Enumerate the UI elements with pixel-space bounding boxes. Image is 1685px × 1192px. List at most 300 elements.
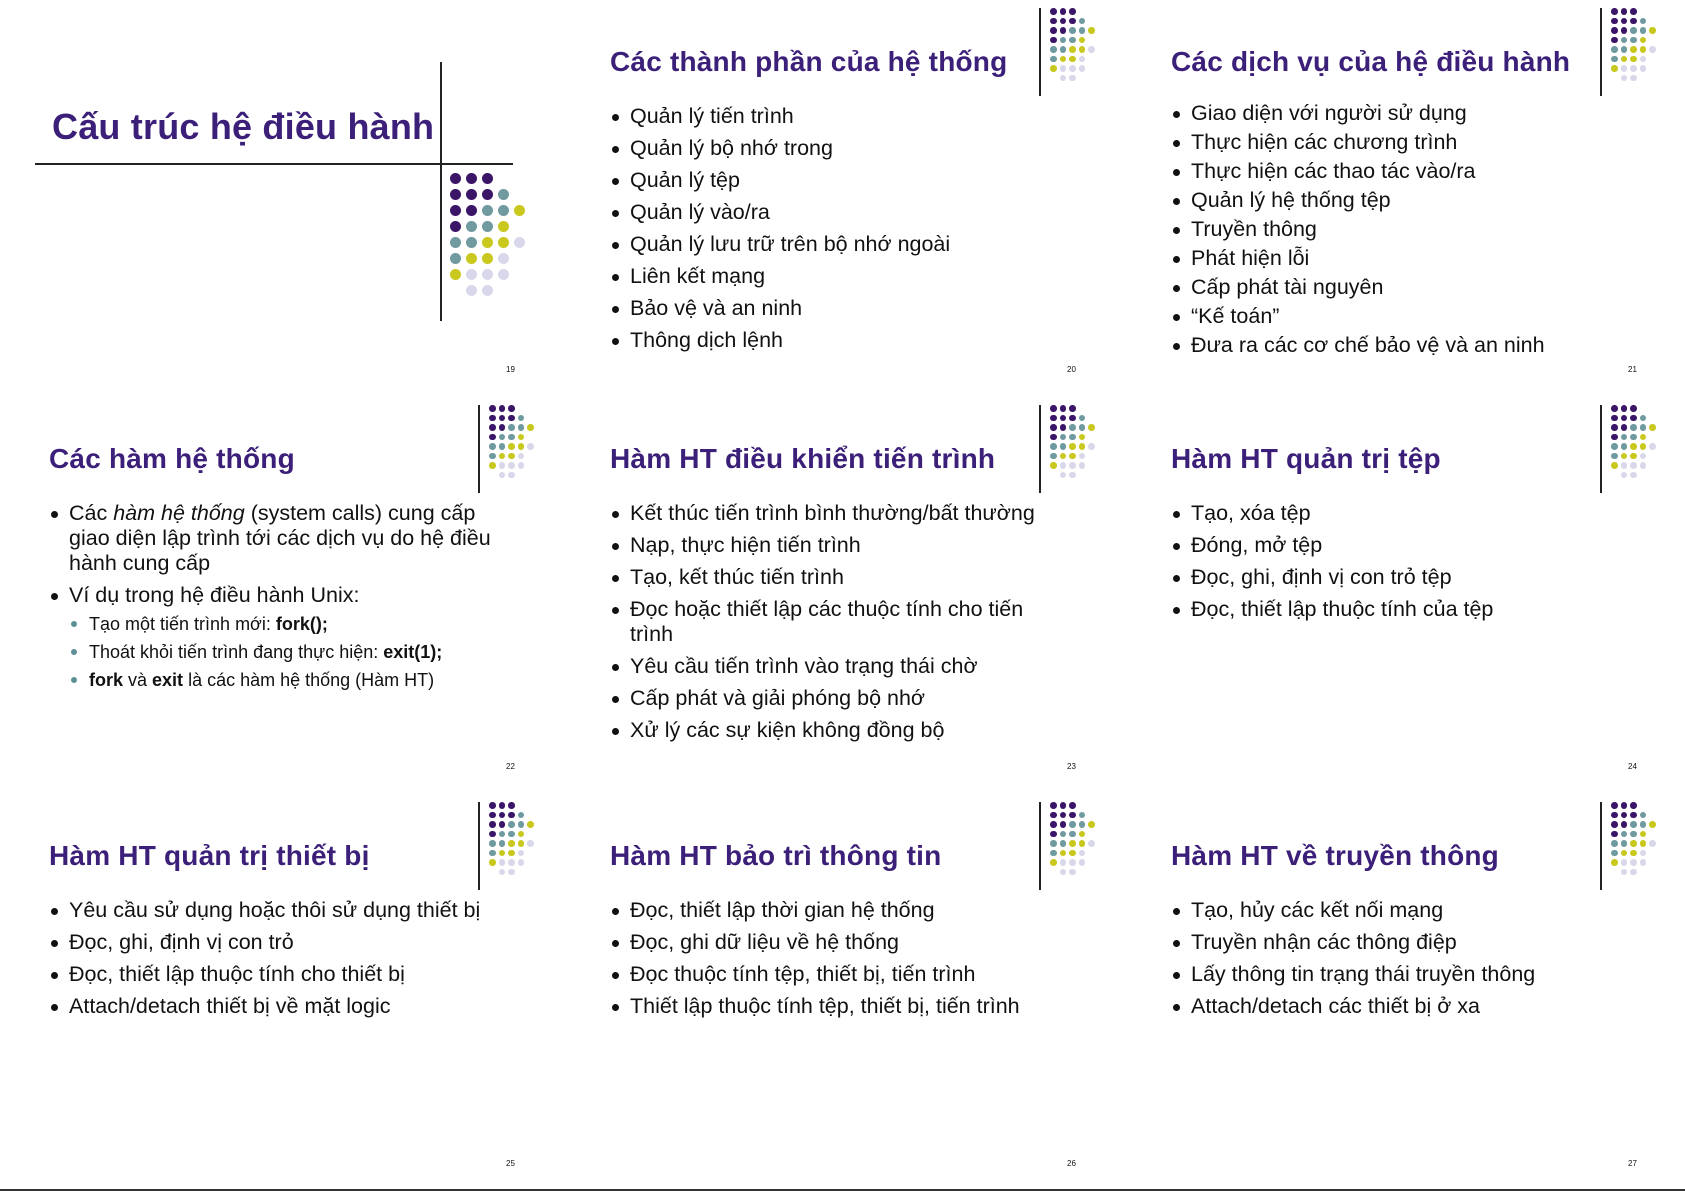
list-item: Cấp phát tài nguyên <box>1171 275 1651 300</box>
dot <box>482 173 493 184</box>
slide-25 <box>0 794 560 1191</box>
list-item: Các hàm hệ thống (system calls) cung cấp giao diện lập trình tới các dịch vụ do hệ điều hành cung cấp <box>49 501 519 576</box>
dot <box>508 453 515 460</box>
dot <box>489 462 496 469</box>
dot <box>482 253 493 264</box>
dot <box>1640 821 1647 828</box>
dot <box>1069 462 1076 469</box>
list-item: Giao diện với người sử dụng <box>1171 101 1651 126</box>
dot <box>499 415 506 422</box>
dot <box>1640 831 1647 838</box>
dot <box>1630 27 1637 34</box>
slide-23 <box>561 397 1121 794</box>
dot <box>1060 462 1067 469</box>
list-item: Quản lý bộ nhớ trong <box>610 136 1080 161</box>
dot <box>1621 27 1628 34</box>
slide-title: Cấu trúc hệ điều hành <box>52 106 435 147</box>
dot <box>499 443 506 450</box>
dot <box>499 850 506 857</box>
dot <box>1060 472 1067 479</box>
title-rule-vertical <box>440 62 442 321</box>
list-item: Quản lý hệ thống tệp <box>1171 188 1651 213</box>
list-item: Thông dịch lệnh <box>610 328 1080 353</box>
dot <box>499 424 506 431</box>
dot <box>1611 65 1618 72</box>
dot <box>1649 443 1656 450</box>
dot <box>1079 56 1086 63</box>
dot <box>1050 850 1057 857</box>
dot <box>466 205 477 216</box>
dot <box>1621 850 1628 857</box>
dot <box>1649 821 1656 828</box>
dot <box>499 472 506 479</box>
dot <box>1630 434 1637 441</box>
dot <box>1060 18 1067 25</box>
dot <box>489 434 496 441</box>
title-divider <box>478 802 480 890</box>
dot <box>1069 812 1076 819</box>
dot <box>450 189 461 200</box>
dot <box>499 462 506 469</box>
title-divider <box>1039 8 1041 96</box>
dot <box>518 812 525 819</box>
dot <box>1621 802 1628 809</box>
dot <box>1079 424 1086 431</box>
dot <box>1621 462 1628 469</box>
dot <box>499 859 506 866</box>
dot <box>498 253 509 264</box>
dot-grid-icon <box>450 173 534 273</box>
dot <box>508 850 515 857</box>
page-number: 21 <box>1628 365 1637 374</box>
dot <box>482 221 493 232</box>
dot <box>1630 821 1637 828</box>
dot <box>1611 453 1618 460</box>
list-item: Truyền thông <box>1171 217 1651 242</box>
title-divider <box>1039 405 1041 493</box>
list-item: Xử lý các sự kiện không đồng bộ <box>610 718 1060 743</box>
dot <box>1640 424 1647 431</box>
dot <box>482 269 493 280</box>
list-item: “Kế toán” <box>1171 304 1651 329</box>
dot-grid-icon <box>1050 802 1121 902</box>
page-number: 19 <box>506 365 515 374</box>
list-item: Quản lý tệp <box>610 168 1080 193</box>
dot <box>514 205 525 216</box>
list-item: Cấp phát và giải phóng bộ nhớ <box>610 686 1060 711</box>
list-item: Tạo, hủy các kết nối mạng <box>1171 898 1661 923</box>
dot <box>1088 424 1095 431</box>
dot <box>1621 453 1628 460</box>
dot <box>1630 859 1637 866</box>
dot <box>1060 424 1067 431</box>
slide-title: Các thành phần của hệ thống <box>610 46 1008 77</box>
dot <box>518 443 525 450</box>
dot <box>1069 37 1076 44</box>
dot <box>1640 65 1647 72</box>
dot <box>1050 56 1057 63</box>
sub-list-item: Thoát khỏi tiến trình đang thực hiện: exit(1); <box>69 641 519 663</box>
dot <box>508 802 515 809</box>
dot <box>508 434 515 441</box>
slide-21 <box>1122 0 1682 397</box>
dot-grid-icon <box>489 802 560 902</box>
dot <box>1060 821 1067 828</box>
list-item: Đọc, ghi, định vị con trỏ <box>49 930 539 955</box>
dot <box>1621 840 1628 847</box>
dot <box>1640 434 1647 441</box>
dot <box>499 831 506 838</box>
slide-22 <box>0 397 560 794</box>
page-number: 25 <box>506 1159 515 1168</box>
title-divider <box>1600 8 1602 96</box>
dot <box>1630 453 1637 460</box>
dot <box>1069 850 1076 857</box>
dot <box>1050 424 1057 431</box>
dot <box>508 405 515 412</box>
list-item: Liên kết mạng <box>610 264 1080 289</box>
dot <box>518 462 525 469</box>
dot <box>499 802 506 809</box>
dot <box>1069 802 1076 809</box>
dot <box>1649 46 1656 53</box>
dot <box>466 173 477 184</box>
dot <box>1630 443 1637 450</box>
dot <box>1079 18 1086 25</box>
dot <box>450 253 461 264</box>
dot <box>518 415 525 422</box>
dot <box>466 237 477 248</box>
dot <box>1630 850 1637 857</box>
dot <box>489 415 496 422</box>
dot <box>527 840 534 847</box>
dot <box>1050 802 1057 809</box>
dot <box>1630 424 1637 431</box>
dot <box>1621 56 1628 63</box>
dot <box>489 424 496 431</box>
dot <box>1630 65 1637 72</box>
dot <box>1079 453 1086 460</box>
dot <box>527 443 534 450</box>
dot <box>489 859 496 866</box>
dot <box>1079 831 1086 838</box>
list-item: Thực hiện các chương trình <box>1171 130 1651 155</box>
dot <box>1088 46 1095 53</box>
dot <box>1611 443 1618 450</box>
dot <box>1621 821 1628 828</box>
dot <box>1621 443 1628 450</box>
dot <box>1079 37 1086 44</box>
dot <box>1079 821 1086 828</box>
sub-list-item: Tạo một tiến trình mới: fork(); <box>69 613 519 635</box>
list-item: Tạo, kết thúc tiến trình <box>610 565 1060 590</box>
dot <box>489 802 496 809</box>
title-divider <box>1600 405 1602 493</box>
page-number: 23 <box>1067 762 1076 771</box>
dot <box>1060 56 1067 63</box>
dot <box>1621 18 1628 25</box>
dot <box>1630 46 1637 53</box>
list-item: Nạp, thực hiện tiến trình <box>610 533 1060 558</box>
dot <box>508 462 515 469</box>
dot <box>499 434 506 441</box>
dot <box>1649 840 1656 847</box>
dot <box>1060 831 1067 838</box>
bullet-list <box>49 898 539 1026</box>
dot <box>1079 415 1086 422</box>
dot <box>1630 75 1637 82</box>
dot <box>1611 18 1618 25</box>
list-item: Đóng, mở tệp <box>1171 533 1641 558</box>
dot <box>1050 859 1057 866</box>
dot <box>1079 850 1086 857</box>
dot <box>508 821 515 828</box>
dot <box>1621 869 1628 876</box>
dot <box>1611 859 1618 866</box>
dot <box>1621 75 1628 82</box>
dot <box>466 221 477 232</box>
dot <box>1060 869 1067 876</box>
dot <box>450 173 461 184</box>
dot <box>1630 405 1637 412</box>
dot <box>1621 46 1628 53</box>
dot <box>489 821 496 828</box>
dot <box>508 415 515 422</box>
dot <box>1060 415 1067 422</box>
dot <box>1050 65 1057 72</box>
dot <box>1050 405 1057 412</box>
dot <box>1050 37 1057 44</box>
page-number: 20 <box>1067 365 1076 374</box>
slide-title: Hàm HT quản trị tệp <box>1171 443 1441 474</box>
dot <box>1050 831 1057 838</box>
list-item: Tạo, xóa tệp <box>1171 501 1641 526</box>
dot <box>1611 46 1618 53</box>
dot <box>1630 840 1637 847</box>
dot <box>450 221 461 232</box>
dot <box>1079 840 1086 847</box>
dot <box>499 405 506 412</box>
dot <box>1088 821 1095 828</box>
dot <box>1621 65 1628 72</box>
dot <box>489 850 496 857</box>
dot <box>1640 443 1647 450</box>
dot <box>518 850 525 857</box>
dot <box>508 472 515 479</box>
dot <box>1630 812 1637 819</box>
bullet-list <box>1171 898 1661 1026</box>
dot <box>1060 8 1067 15</box>
dot <box>1611 840 1618 847</box>
dot <box>1630 869 1637 876</box>
dot <box>498 269 509 280</box>
dot <box>1611 37 1618 44</box>
dot <box>1630 802 1637 809</box>
dot <box>1649 424 1656 431</box>
dot <box>518 453 525 460</box>
dot <box>1050 27 1057 34</box>
dot <box>508 443 515 450</box>
slide-26 <box>561 794 1121 1191</box>
slide-title: Hàm HT điều khiển tiến trình <box>610 443 996 474</box>
dot-grid-icon <box>1050 405 1121 505</box>
list-item: Thực hiện các thao tác vào/ra <box>1171 159 1651 184</box>
dot <box>518 859 525 866</box>
dot <box>1630 8 1637 15</box>
dot <box>1079 443 1086 450</box>
dot <box>1640 840 1647 847</box>
dot <box>1060 453 1067 460</box>
dot <box>1060 859 1067 866</box>
list-item: Kết thúc tiến trình bình thường/bất thường <box>610 501 1060 526</box>
dot <box>1611 405 1618 412</box>
dot-grid-icon <box>1050 8 1121 108</box>
dot <box>1640 812 1647 819</box>
dot <box>1640 18 1647 25</box>
dot <box>1079 65 1086 72</box>
dot-grid-icon <box>1611 8 1682 108</box>
dot <box>1060 46 1067 53</box>
dot <box>1069 821 1076 828</box>
dot <box>498 205 509 216</box>
dot <box>498 189 509 200</box>
dot <box>1069 18 1076 25</box>
dot <box>489 453 496 460</box>
slide-title: Hàm HT về truyền thông <box>1171 840 1499 871</box>
dot <box>1060 840 1067 847</box>
list-item: Đọc, thiết lập thuộc tính cho thiết bị <box>49 962 539 987</box>
list-item: Đọc, thiết lập thời gian hệ thống <box>610 898 1100 923</box>
page-number: 24 <box>1628 762 1637 771</box>
sub-list-item: fork và exit là các hàm hệ thống (Hàm HT) <box>69 669 519 691</box>
dot <box>1611 8 1618 15</box>
page-number: 27 <box>1628 1159 1637 1168</box>
bullet-list <box>1171 101 1651 362</box>
dot <box>1069 65 1076 72</box>
dot <box>1050 434 1057 441</box>
list-item: Truyền nhận các thông điệp <box>1171 930 1661 955</box>
dot <box>1611 27 1618 34</box>
dot <box>1640 415 1647 422</box>
dot <box>1060 443 1067 450</box>
dot <box>450 269 461 280</box>
dot <box>1069 453 1076 460</box>
dot <box>499 869 506 876</box>
dot <box>1079 46 1086 53</box>
dot <box>482 285 493 296</box>
dot <box>489 840 496 847</box>
bullet-list <box>610 501 1060 750</box>
dot <box>1640 850 1647 857</box>
dot <box>1088 27 1095 34</box>
dot <box>508 424 515 431</box>
dot <box>508 831 515 838</box>
list-item: Đọc thuộc tính tệp, thiết bị, tiến trình <box>610 962 1100 987</box>
dot <box>499 812 506 819</box>
dot <box>1069 46 1076 53</box>
dot <box>1611 802 1618 809</box>
dot <box>1069 443 1076 450</box>
dot <box>482 205 493 216</box>
dot-grid-icon <box>489 405 560 505</box>
dot <box>1060 27 1067 34</box>
list-item: Lấy thông tin trạng thái truyền thông <box>1171 962 1661 987</box>
dot <box>1611 462 1618 469</box>
dot <box>1640 859 1647 866</box>
dot <box>1050 443 1057 450</box>
dot <box>1060 75 1067 82</box>
slide-title: Hàm HT bảo trì thông tin <box>610 840 942 871</box>
dot <box>1630 472 1637 479</box>
dot <box>482 189 493 200</box>
dot <box>1069 859 1076 866</box>
dot <box>1611 415 1618 422</box>
dot <box>1069 415 1076 422</box>
dot <box>1050 462 1057 469</box>
dot <box>1621 8 1628 15</box>
dot <box>489 405 496 412</box>
dot <box>1069 27 1076 34</box>
dot <box>489 831 496 838</box>
dot-grid-icon <box>1611 802 1682 902</box>
dot <box>1621 472 1628 479</box>
dot <box>489 443 496 450</box>
list-item: Quản lý vào/ra <box>610 200 1080 225</box>
dot <box>1621 859 1628 866</box>
dot <box>482 237 493 248</box>
dot <box>1630 37 1637 44</box>
bullet-list <box>49 501 519 698</box>
dot <box>1050 840 1057 847</box>
dot <box>1060 37 1067 44</box>
dot <box>1069 840 1076 847</box>
dot <box>1621 812 1628 819</box>
title-divider <box>478 405 480 493</box>
title-divider <box>1039 802 1041 890</box>
slide-24 <box>1122 397 1682 794</box>
dot <box>1069 75 1076 82</box>
page-number: 26 <box>1067 1159 1076 1168</box>
list-item: Yêu cầu tiến trình vào trạng thái chờ <box>610 654 1060 679</box>
slide-title: Các hàm hệ thống <box>49 443 295 474</box>
dot <box>466 285 477 296</box>
dot <box>1640 56 1647 63</box>
dot <box>1630 415 1637 422</box>
dot <box>1050 821 1057 828</box>
dot <box>1649 27 1656 34</box>
dot <box>1060 434 1067 441</box>
dot <box>518 821 525 828</box>
dot <box>1630 18 1637 25</box>
bottom-border <box>0 1189 1685 1191</box>
dot <box>1611 434 1618 441</box>
dot <box>1621 415 1628 422</box>
dot <box>1060 65 1067 72</box>
dot <box>450 205 461 216</box>
list-item: Thiết lập thuộc tính tệp, thiết bị, tiến trình <box>610 994 1100 1019</box>
list-item: Attach/detach các thiết bị ở xa <box>1171 994 1661 1019</box>
slide-20 <box>561 0 1121 397</box>
dot <box>1088 443 1095 450</box>
dot <box>1079 812 1086 819</box>
dot <box>1079 434 1086 441</box>
dot <box>527 821 534 828</box>
dot <box>466 269 477 280</box>
dot <box>1621 37 1628 44</box>
dot <box>1079 859 1086 866</box>
list-item: Bảo vệ và an ninh <box>610 296 1080 321</box>
dot <box>1611 812 1618 819</box>
